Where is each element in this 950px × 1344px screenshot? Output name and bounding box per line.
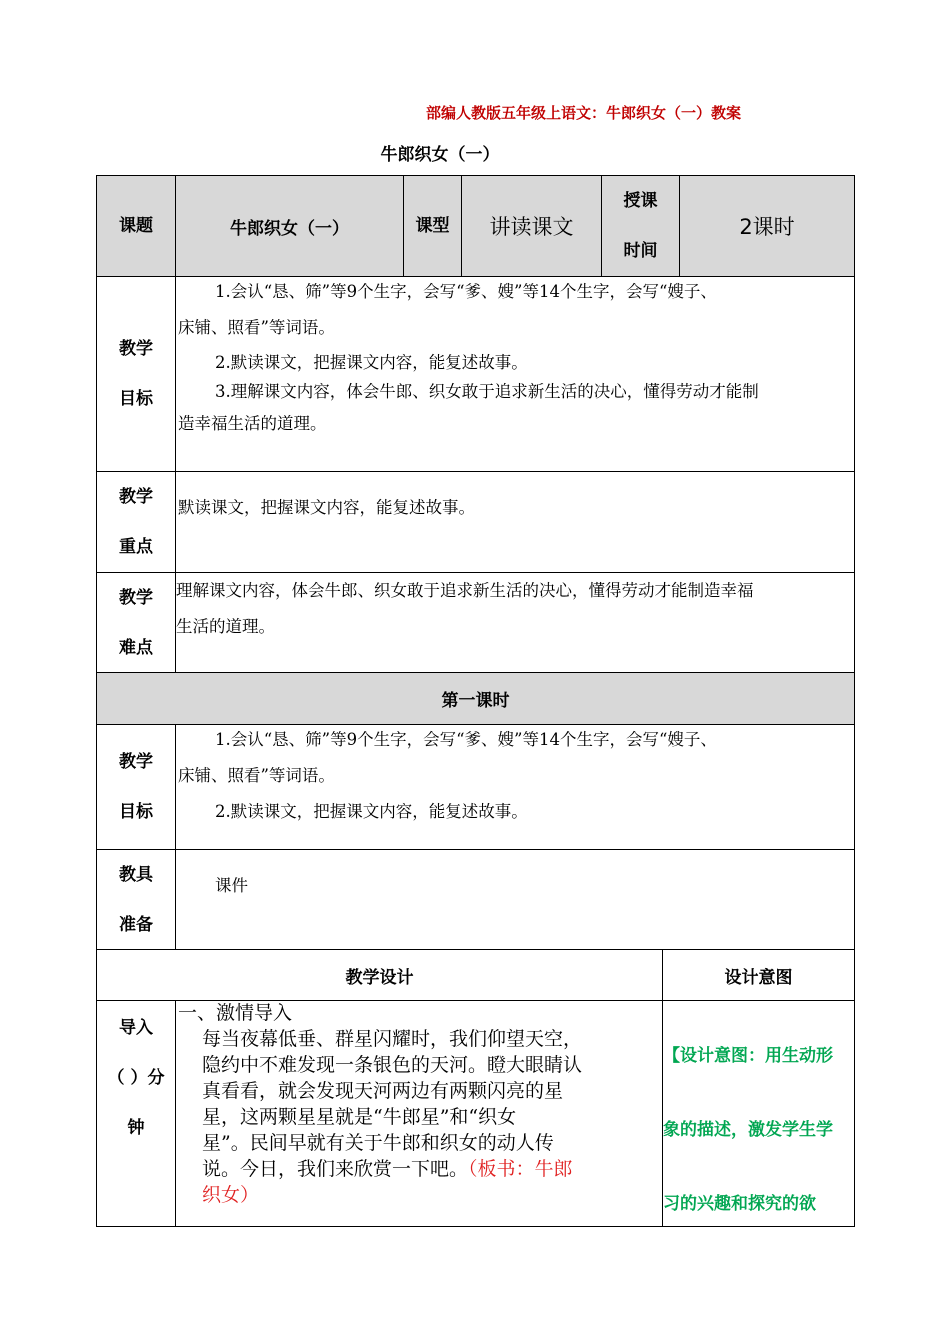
time-label-line2: 时间 (623, 241, 658, 261)
lesson1-goal-line-3: 2.默读课文，把握课文内容，能复述故事。 (215, 802, 528, 821)
lesson1-goals-content-cell (175, 724, 855, 850)
goal-line-3: 2.默读课文，把握课文内容，能复述故事。 (215, 353, 528, 372)
topic-label: 课题 (119, 216, 153, 236)
tools-label-cell (96, 849, 176, 950)
type-label-cell (403, 175, 462, 277)
time-label-line1: 授课 (623, 191, 658, 211)
topic-value: 牛郎织女（一） (230, 218, 349, 239)
board-note: （板书：牛郎 (468, 1158, 573, 1180)
time-value-cell (679, 175, 855, 277)
topic-value-cell (175, 175, 404, 277)
tools-label-line1: 教具 (119, 864, 153, 885)
lesson1-goals-label-cell (96, 724, 176, 850)
goals-label-line1: 教学 (119, 339, 153, 359)
intro-heading: 一、激情导入 (178, 1002, 293, 1024)
intent-header-cell (662, 949, 855, 1001)
goal-line-2: 床铺、照看”等词语。 (178, 318, 335, 337)
intent-header: 设计意图 (724, 967, 793, 988)
lesson1-goals-label-line2: 目标 (119, 802, 153, 822)
intro-label-line2: （ ）分 (107, 1068, 165, 1088)
board-note-cont: 织女） (202, 1184, 260, 1206)
document-header: 部编人教版五年级上语文：牛郎织女（一）教案 (426, 104, 742, 122)
lesson1-goal-line-1: 1.会认“恳、筛”等9个生字，会写“爹、嫂”等14个生字，会写“嫂子、 (215, 730, 717, 749)
intro-line-1: 每当夜幕低垂、群星闪耀时，我们仰望天空， (202, 1028, 583, 1050)
intro-line-2: 隐约中不难发现一条银色的天河。瞪大眼睛认 (202, 1054, 583, 1076)
keypoints-content-cell (175, 471, 855, 573)
intro-label-line3: 钟 (127, 1118, 145, 1138)
goals-label-cell (96, 276, 176, 472)
intro-line-4: 星，这两颗星星就是“牛郎星”和“织女 (202, 1106, 517, 1128)
tools-value: 课件 (215, 876, 248, 895)
lesson1-heading-cell (96, 672, 855, 725)
intent-line-1: 【设计意图：用生动形 (663, 1046, 833, 1066)
time-label-cell (601, 175, 680, 277)
type-label: 课型 (415, 216, 450, 236)
difficulties-label-line2: 难点 (119, 637, 153, 658)
goal-line-5: 造幸福生活的道理。 (178, 414, 327, 433)
intro-label-line1: 导入 (119, 1018, 153, 1038)
type-value-cell (461, 175, 602, 277)
difficulties-line-1: 理解课文内容，体会牛郎、织女敢于追求新生活的决心，懂得劳动才能制造幸福 (176, 581, 754, 600)
design-header-cell (96, 949, 663, 1001)
lesson1-heading: 第一课时 (441, 691, 510, 711)
keypoints-label-line2: 重点 (119, 537, 153, 557)
keypoints-text: 默读课文，把握课文内容，能复述故事。 (178, 498, 475, 517)
document-title: 牛郎织女（一） (380, 145, 500, 165)
goal-line-4: 3.理解课文内容，体会牛郎、织女敢于追求新生活的决心，懂得劳动才能制 (215, 382, 759, 401)
design-header: 教学设计 (345, 967, 414, 988)
intro-label-cell (96, 1000, 176, 1227)
intro-line-6-text: 说。今日，我们来欣赏一下吧。 (202, 1158, 469, 1180)
lesson1-goals-label-line1: 教学 (119, 752, 153, 772)
tools-label-line2: 准备 (119, 914, 153, 935)
goals-content-cell (175, 276, 855, 472)
intro-content-cell (175, 1000, 663, 1227)
intent-line-2: 象的描述，激发学生学 (663, 1120, 833, 1140)
goal-line-1: 1.会认“恳、筛”等9个生字，会写“爹、嫂”等14个生字，会写“嫂子、 (215, 282, 717, 301)
type-value: 讲读课文 (489, 215, 574, 239)
intro-line-6 (178, 1156, 660, 1182)
intent-line-3: 习的兴趣和探究的欲 (663, 1194, 816, 1214)
topic-label-cell (96, 175, 176, 277)
difficulties-line-2: 生活的道理。 (176, 617, 275, 636)
keypoints-label-cell (96, 471, 176, 573)
lesson1-goal-line-2: 床铺、照看”等词语。 (178, 766, 335, 785)
difficulties-content-cell (175, 572, 855, 673)
difficulties-label-line1: 教学 (119, 587, 153, 608)
tools-content-cell (175, 849, 855, 950)
time-value: 2课时 (739, 215, 795, 239)
goals-label-line2: 目标 (119, 389, 153, 409)
intro-intent-cell (662, 1000, 855, 1227)
difficulties-label-cell (96, 572, 176, 673)
intro-line-3: 真看看，就会发现天河两边有两颗闪亮的星 (202, 1080, 564, 1102)
keypoints-label-line1: 教学 (119, 487, 153, 507)
intro-line-5: 星”。民间早就有关于牛郎和织女的动人传 (202, 1132, 554, 1154)
